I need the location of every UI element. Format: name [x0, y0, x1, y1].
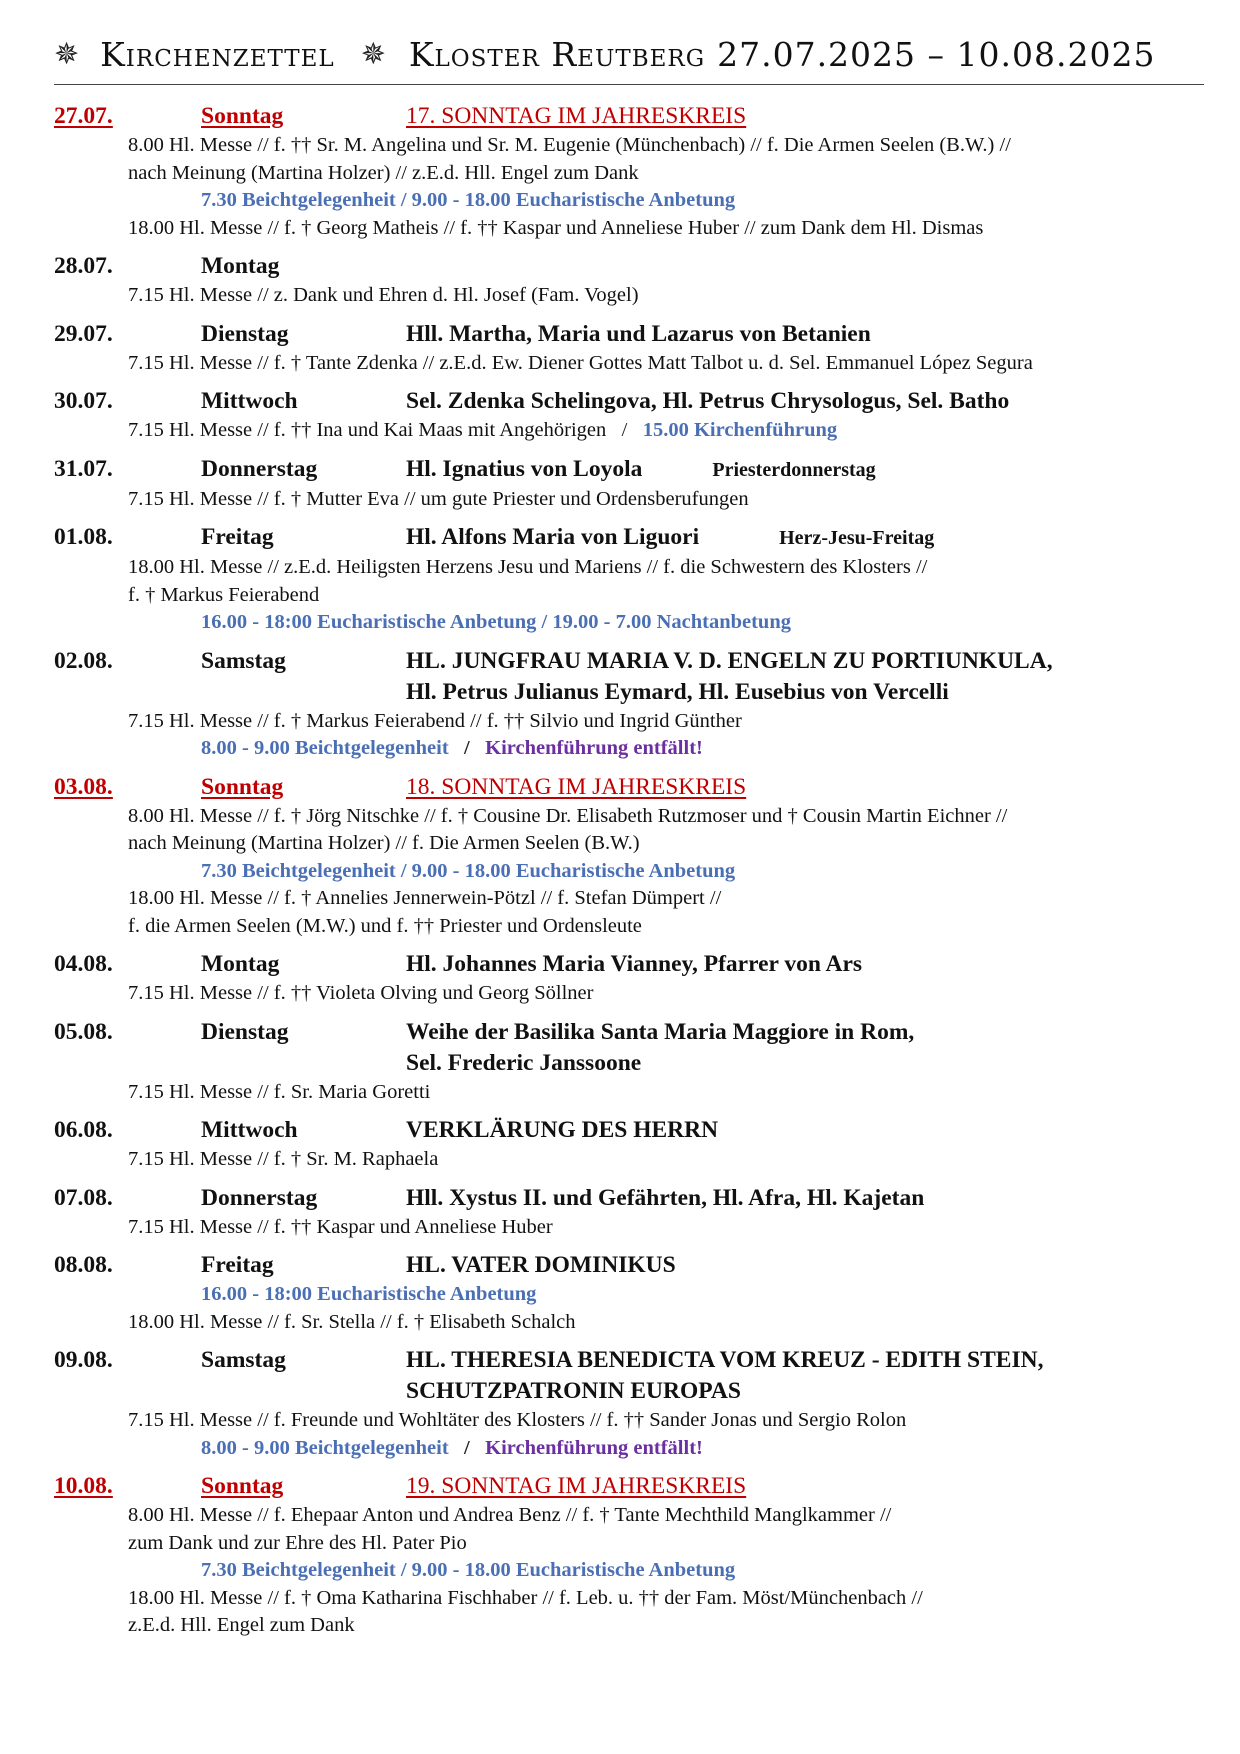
- mass-line: nach Meinung (Martina Holzer) // f. Die Armen Seelen (B.W.): [128, 832, 640, 854]
- ornament-icon: ✵: [360, 36, 387, 72]
- day-heading: [54, 1017, 1204, 1079]
- document-page: [54, 28, 1204, 1649]
- separator: /: [621, 419, 628, 441]
- feast-line-1: HL. THERESIA BENEDICTA VOM KREUZ - EDITH STEIN,: [406, 1347, 1044, 1373]
- day-feast: Hll. Martha, Maria und Lazarus von Betanien: [406, 320, 871, 347]
- day-entry: [54, 522, 1204, 637]
- info-text: 8.00 - 9.00 Beichtgelegenheit: [201, 1436, 449, 1459]
- day-weekday: Dienstag: [201, 320, 289, 347]
- mass-line: f. † Markus Feierabend: [128, 583, 320, 606]
- day-heading: [54, 1115, 1204, 1146]
- day-feast: HL. VATER DOMINIKUS: [406, 1252, 676, 1278]
- mass-line: 8.00 Hl. Messe // f. † Jörg Nitschke // f. † Cousine Dr. Elisabeth Rutzmoser und † Cousin Martin Eichner //: [128, 804, 1008, 827]
- day-feast: [406, 1345, 1204, 1407]
- day-feast: Hll. Xystus II. und Gefährten, Hl. Afra, Hl. Kajetan: [406, 1184, 925, 1211]
- feast-name: Hl. Ignatius von Loyola: [406, 455, 643, 482]
- day-heading: [54, 772, 1204, 803]
- day-heading: [54, 1250, 1204, 1281]
- feast-line-2: Sel. Frederic Janssoone: [406, 1049, 642, 1076]
- mass-line: 7.15 Hl. Messe // z. Dank und Ehren d. Hl. Josef (Fam. Vogel): [128, 284, 639, 306]
- mass-line: 7.15 Hl. Messe // f. † Tante Zdenka // z.E.d. Ew. Diener Gottes Matt Talbot u. d. Sel. Emmanuel López Segura: [128, 351, 1033, 374]
- day-feast: [406, 522, 1204, 554]
- day-feast: 18. SONNTAG IM JAHRESKREIS: [406, 773, 747, 800]
- feast-line-2: Hl. Petrus Julianus Eymard, Hl. Eusebius von Vercelli: [406, 678, 949, 705]
- day-date: 27.07.: [54, 103, 113, 129]
- day-extra-note: Priesterdonnerstag: [712, 458, 876, 481]
- day-date: 08.08.: [54, 1252, 113, 1278]
- day-date: 30.07.: [54, 388, 113, 414]
- info-text: 8.00 - 9.00 Beichtgelegenheit: [201, 737, 449, 759]
- day-weekday: Montag: [201, 951, 280, 977]
- mass-line: 18.00 Hl. Messe // z.E.d. Heiligsten Herzens Jesu und Mariens // f. die Schwestern des Klosters //: [128, 556, 928, 578]
- day-weekday: Samstag: [201, 1347, 286, 1373]
- day-date: 02.08.: [54, 647, 113, 674]
- day-date: 07.08.: [54, 1184, 113, 1211]
- day-heading: [54, 251, 1204, 282]
- day-entry: [54, 1183, 1204, 1242]
- day-heading: [54, 1183, 1204, 1214]
- header-subtitle: Kloster Reutberg: [408, 34, 706, 74]
- info-line: [201, 1435, 1204, 1463]
- mass-line: f. die Armen Seelen (M.W.) und f. †† Priester und Ordensleute: [128, 914, 642, 937]
- mass-line: 8.00 Hl. Messe // f. †† Sr. M. Angelina und Sr. M. Eugenie (Münchenbach) // f. Die Armen Seelen (B.W.) //: [128, 134, 1011, 156]
- day-date: 09.08.: [54, 1347, 113, 1373]
- day-extra-note: Herz-Jesu-Freitag: [779, 527, 935, 549]
- feast-line-1: HL. JUNGFRAU MARIA V. D. ENGELN ZU PORTIUNKULA,: [406, 647, 1053, 674]
- day-weekday: Donnerstag: [201, 1184, 318, 1211]
- day-feast: [406, 1017, 1204, 1079]
- mass-line: 8.00 Hl. Messe // f. Ehepaar Anton und Andrea Benz // f. † Tante Mechthild Manglkammer //: [128, 1504, 892, 1526]
- header: [54, 28, 1204, 80]
- day-date: 06.08.: [54, 1117, 113, 1143]
- header-title: Kirchenzettel: [100, 34, 335, 74]
- mass-line: zum Dank und zur Ehre des Hl. Pater Pio: [128, 1531, 467, 1554]
- day-date: 04.08.: [54, 951, 113, 977]
- day-feast: Sel. Zdenka Schelingova, Hl. Petrus Chrysologus, Sel. Batho: [406, 388, 1010, 414]
- day-feast: [406, 646, 1204, 708]
- day-weekday: Samstag: [201, 647, 286, 674]
- mass-line: 18.00 Hl. Messe // f. Sr. Stella // f. † Elisabeth Schalch: [128, 1310, 576, 1333]
- day-weekday: Sonntag: [201, 773, 284, 800]
- cancel-note: Kirchenführung entfällt!: [485, 1436, 703, 1459]
- cancel-note: Kirchenführung entfällt!: [485, 737, 703, 759]
- mass-line: 7.15 Hl. Messe // f. † Markus Feierabend // f. †† Silvio und Ingrid Günther: [128, 709, 742, 732]
- day-entry: [54, 101, 1204, 242]
- mass-line: 7.15 Hl. Messe // f. † Sr. M. Raphaela: [128, 1148, 439, 1170]
- mass-line: 7.15 Hl. Messe // f. Freunde und Wohltäter des Klosters // f. †† Sander Jonas und Sergio Rolon: [128, 1409, 907, 1431]
- day-entry: [54, 1017, 1204, 1107]
- day-entry: [54, 251, 1204, 310]
- info-line: 16.00 - 18:00 Eucharistische Anbetung / 19.00 - 7.00 Nachtanbetung: [201, 611, 791, 633]
- day-weekday: Dienstag: [201, 1018, 289, 1045]
- day-weekday: Montag: [201, 253, 280, 279]
- day-weekday: Mittwoch: [201, 1117, 298, 1143]
- day-entry: [54, 772, 1204, 941]
- separator: /: [464, 737, 470, 759]
- day-heading: [54, 646, 1204, 708]
- day-entry: [54, 1471, 1204, 1640]
- day-feast: 19. SONNTAG IM JAHRESKREIS: [406, 1473, 747, 1499]
- info-line: 7.30 Beichtgelegenheit / 9.00 - 18.00 Eucharistische Anbetung: [201, 189, 736, 211]
- day-weekday: Mittwoch: [201, 388, 298, 414]
- day-feast: Hl. Johannes Maria Vianney, Pfarrer von Ars: [406, 951, 863, 977]
- day-date: 05.08.: [54, 1018, 113, 1045]
- day-date: 31.07.: [54, 455, 113, 482]
- day-weekday: Freitag: [201, 1252, 274, 1278]
- header-divider: [54, 84, 1204, 85]
- info-line: 7.30 Beichtgelegenheit / 9.00 - 18.00 Eucharistische Anbetung: [201, 859, 736, 882]
- day-feast: VERKLÄRUNG DES HERRN: [406, 1117, 719, 1143]
- day-heading: [54, 1471, 1204, 1502]
- info-inline: 15.00 Kirchenführung: [642, 419, 838, 441]
- mass-line: 7.15 Hl. Messe // f. †† Violeta Olving und Georg Söllner: [128, 982, 594, 1004]
- day-weekday: Sonntag: [201, 103, 284, 129]
- mass-line: 7.15 Hl. Messe // f. † Mutter Eva // um gute Priester und Ordensberufungen: [128, 487, 749, 510]
- day-date: 29.07.: [54, 320, 113, 347]
- feast-name: Hl. Alfons Maria von Liguori: [406, 524, 700, 550]
- day-entry: [54, 454, 1204, 514]
- mass-line: 18.00 Hl. Messe // f. † Oma Katharina Fischhaber // f. Leb. u. †† der Fam. Möst/Münchenbach //: [128, 1586, 923, 1609]
- header-dates: 27.07.2025 – 10.08.2025: [717, 34, 1156, 74]
- day-heading: [54, 319, 1204, 350]
- feast-line-1: Weihe der Basilika Santa Maria Maggiore in Rom,: [406, 1018, 915, 1045]
- day-entry: [54, 1250, 1204, 1336]
- mass-line: 7.15 Hl. Messe // f. Sr. Maria Goretti: [128, 1080, 431, 1103]
- mass-line: z.E.d. Hll. Engel zum Dank: [128, 1614, 355, 1636]
- day-entry: [54, 1115, 1204, 1174]
- day-date: 01.08.: [54, 524, 113, 550]
- separator: /: [464, 1436, 470, 1459]
- mass-line: 18.00 Hl. Messe // f. † Georg Matheis // f. †† Kaspar und Anneliese Huber // zum Dank dem Hl. Dismas: [128, 216, 984, 239]
- info-line: [201, 735, 1204, 763]
- day-heading: [54, 454, 1204, 486]
- day-heading: [54, 101, 1204, 132]
- mass-line: [128, 417, 1204, 445]
- mass-line: 7.15 Hl. Messe // f. †† Kaspar und Anneliese Huber: [128, 1215, 553, 1238]
- day-weekday: Sonntag: [201, 1473, 284, 1499]
- ornament-icon: ✵: [54, 36, 81, 72]
- day-heading: [54, 522, 1204, 554]
- mass-line: nach Meinung (Martina Holzer) // z.E.d. Hll. Engel zum Dank: [128, 161, 639, 184]
- feast-line-2: SCHUTZPATRONIN EUROPAS: [406, 1378, 741, 1404]
- day-entry: [54, 1345, 1204, 1462]
- day-entry: [54, 319, 1204, 378]
- day-feast: 17. SONNTAG IM JAHRESKREIS: [406, 103, 747, 129]
- day-date: 03.08.: [54, 773, 113, 800]
- day-heading: [54, 1345, 1204, 1407]
- day-date: 28.07.: [54, 253, 113, 279]
- mass-line: 18.00 Hl. Messe // f. † Annelies Jennerwein-Pötzl // f. Stefan Dümpert //: [128, 887, 722, 909]
- day-feast: [406, 454, 1204, 486]
- info-line: 7.30 Beichtgelegenheit / 9.00 - 18.00 Eucharistische Anbetung: [201, 1559, 736, 1581]
- info-line: 16.00 - 18:00 Eucharistische Anbetung: [201, 1283, 537, 1305]
- day-entry: [54, 646, 1204, 763]
- day-weekday: Donnerstag: [201, 455, 318, 482]
- day-heading: [54, 949, 1204, 980]
- mass-text: 7.15 Hl. Messe // f. †† Ina und Kai Maas mit Angehörigen: [128, 419, 607, 441]
- day-entry: [54, 386, 1204, 445]
- day-weekday: Freitag: [201, 524, 274, 550]
- day-entry: [54, 949, 1204, 1008]
- day-heading: [54, 386, 1204, 417]
- day-date: 10.08.: [54, 1473, 113, 1499]
